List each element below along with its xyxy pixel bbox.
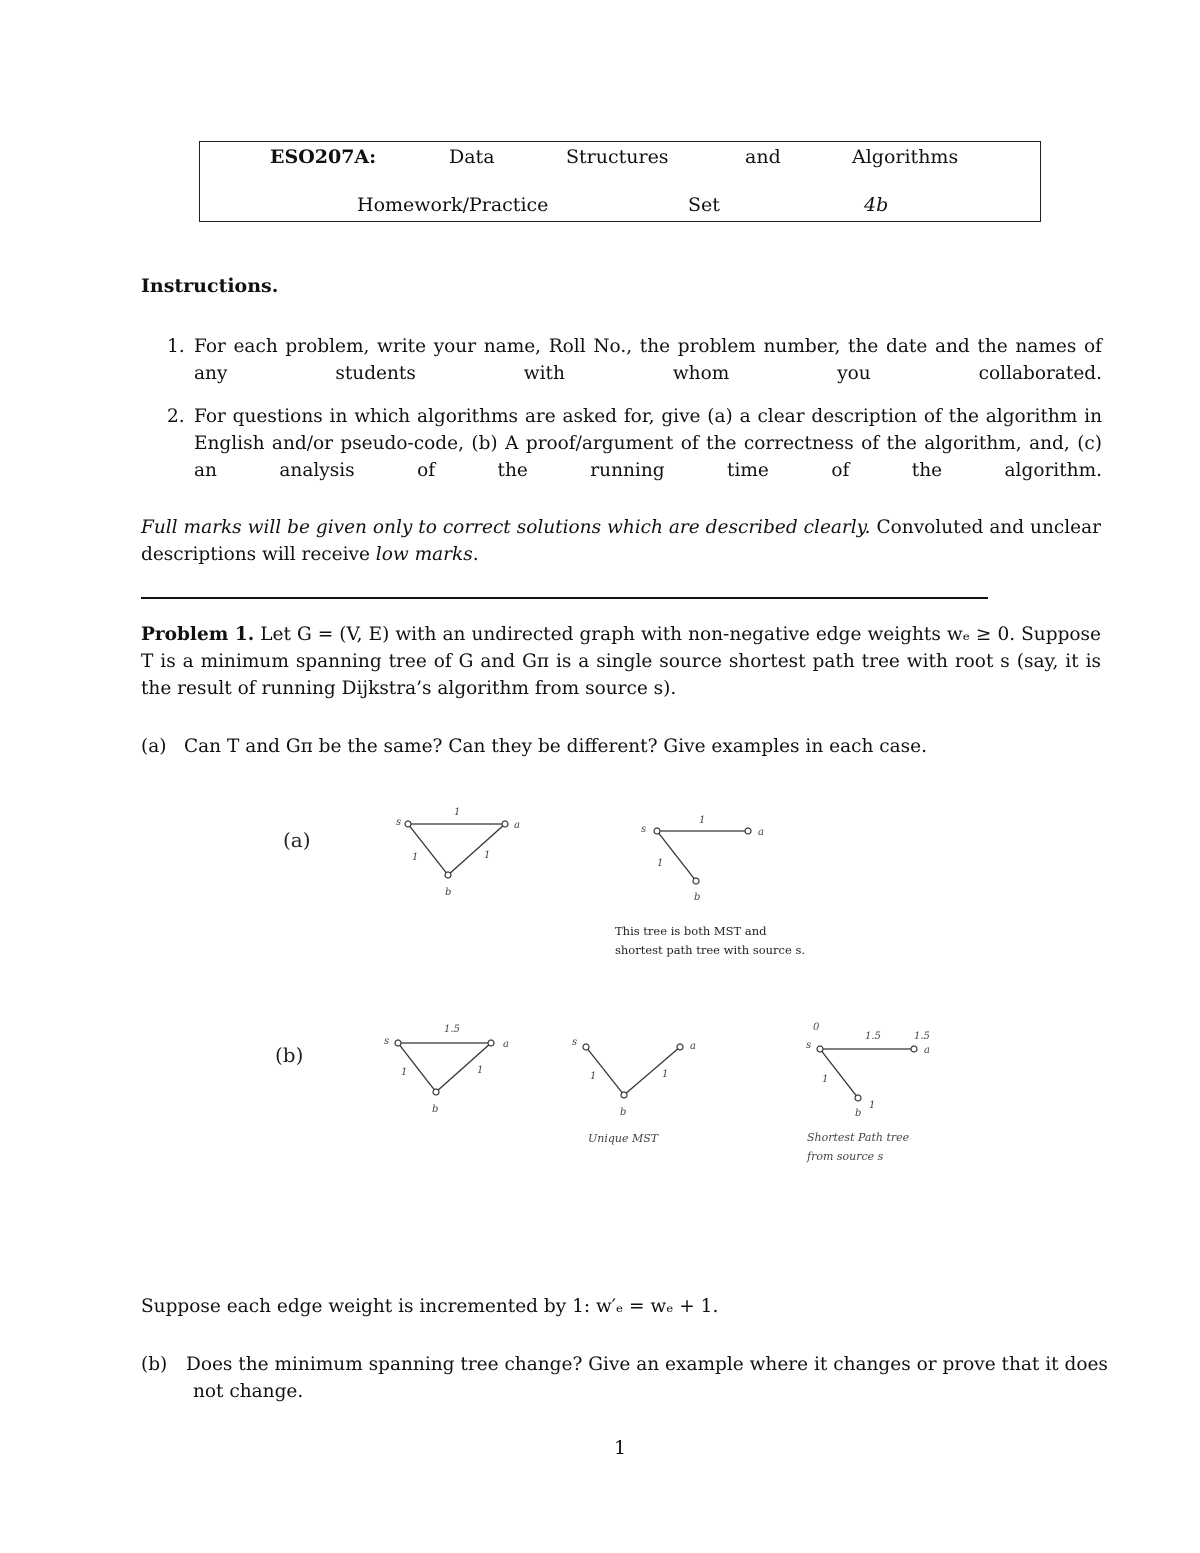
list-number: 1. <box>167 336 185 357</box>
node-label-s: s <box>572 1037 578 1048</box>
graph-b-shortest-path-tree <box>806 1022 930 1163</box>
graph-b-triangle <box>384 1024 509 1115</box>
caption-a-line2: shortest path tree with source s. <box>615 943 806 957</box>
node-b <box>621 1092 627 1098</box>
node-a <box>745 828 751 834</box>
problem-1-label: Problem 1. <box>141 624 255 645</box>
node-b <box>693 878 699 884</box>
node-a <box>677 1044 683 1050</box>
edge-weight: 1.5 <box>444 1024 460 1035</box>
edge-ab <box>448 824 505 875</box>
edge-weight: 1.5 <box>865 1031 881 1042</box>
page-number: 1 <box>614 1437 627 1459</box>
distance-label: 1.5 <box>914 1031 930 1042</box>
node-s <box>405 821 411 827</box>
node-label-s: s <box>384 1036 390 1047</box>
figure-label-b: (b) <box>275 1043 304 1067</box>
list-number: 2. <box>167 406 185 427</box>
part-b-line: Does the minimum spanning tree change? Give an example where it changes or prove that it does <box>186 1354 1108 1375</box>
edge-weight: 1 <box>657 858 664 869</box>
node-label-a: a <box>514 820 520 831</box>
node-s <box>817 1046 823 1052</box>
node-label-b: b <box>855 1108 862 1119</box>
header-set: Set <box>688 194 720 216</box>
grading-note-line2: descriptions will receive <box>141 544 376 565</box>
node-label-b: b <box>432 1104 439 1115</box>
graph-a-triangle <box>396 807 520 898</box>
instruction-line: an analysis of the running time of the algorithm. <box>194 460 1102 481</box>
caption-spt-line1: Shortest Path tree <box>807 1131 910 1144</box>
node-label-s: s <box>806 1040 812 1051</box>
node-a <box>911 1046 917 1052</box>
node-label-a: a <box>758 827 764 838</box>
part-a-question: Can T and Gπ be the same? Can they be different? Give examples in each case. <box>184 736 927 757</box>
problem-line: Let G = (V, E) with an undirected graph with non-negative edge weights wₑ ≥ 0. Suppose <box>254 624 1101 645</box>
edge-weight: 1 <box>699 815 706 826</box>
grading-note-period: . <box>472 544 479 565</box>
edge-weight: 1 <box>590 1071 597 1082</box>
node-b <box>445 872 451 878</box>
node-s <box>654 828 660 834</box>
edge-weight: 1 <box>401 1067 408 1078</box>
grading-note-rest: Convoluted and unclear <box>870 517 1101 538</box>
node-label-b: b <box>620 1107 627 1118</box>
header-word-structures: Structures <box>566 146 669 168</box>
edge-weight: 1 <box>662 1069 669 1080</box>
edge-sb <box>408 824 448 875</box>
grading-note-italic: Full marks will be given only to correct solutions which are described clearly. <box>141 517 871 538</box>
node-label-s: s <box>396 817 402 828</box>
edge-weight: 1 <box>484 850 491 861</box>
node-a <box>502 821 508 827</box>
node-label-b: b <box>445 887 452 898</box>
node-label-a: a <box>503 1039 509 1050</box>
edge-sb <box>657 831 696 881</box>
distance-label: 0 <box>813 1022 820 1033</box>
node-a <box>488 1040 494 1046</box>
instruction-line: any students with whom you collaborated. <box>194 363 1102 384</box>
edge-ab <box>624 1047 680 1095</box>
node-b <box>855 1095 861 1101</box>
edge-weight: 1 <box>822 1074 829 1085</box>
problem-line: T is a minimum spanning tree of G and Gπ is a single source shortest path tree with root s (say, it is <box>141 651 1101 672</box>
part-b-label: (b) <box>141 1354 168 1375</box>
node-label-a: a <box>924 1045 930 1056</box>
header-set-number: 4b <box>864 194 889 216</box>
distance-label: 1 <box>869 1100 876 1111</box>
problem-line: the result of running Dijkstra’s algorithm from source s). <box>141 678 677 699</box>
grading-note-low-marks: low marks <box>375 544 473 565</box>
figure-label-a: (a) <box>283 828 311 852</box>
part-a-label: (a) <box>141 736 167 757</box>
node-b <box>433 1089 439 1095</box>
edge-weight: 1 <box>412 852 419 863</box>
node-label-a: a <box>690 1041 696 1052</box>
instruction-line: For each problem, write your name, Roll No., the problem number, the date and the names of <box>194 336 1102 357</box>
node-label-b: b <box>694 892 701 903</box>
instruction-line: English and/or pseudo-code, (b) A proof/argument of the correctness of the algorithm, and, (c) <box>194 433 1102 454</box>
part-b-question <box>186 1351 1108 1405</box>
edge-weight: 1 <box>454 807 461 818</box>
caption-a-line1: This tree is both MST and <box>615 924 767 938</box>
header-word-data: Data <box>449 146 495 168</box>
course-code: ESO207A: <box>270 146 377 168</box>
node-s <box>583 1044 589 1050</box>
caption-unique-mst: Unique MST <box>588 1132 659 1145</box>
instructions-title: Instructions. <box>141 275 279 297</box>
graph-b-mst <box>572 1037 696 1145</box>
header-homework: Homework/Practice <box>357 194 549 216</box>
part-b-line: not change. <box>193 1381 304 1402</box>
edge-weight: 1 <box>477 1065 484 1076</box>
instruction-line: For questions in which algorithms are asked for, give (a) a clear description of the algorithm in <box>194 406 1102 427</box>
node-s <box>395 1040 401 1046</box>
header-word-and: and <box>745 146 781 168</box>
header-word-algorithms: Algorithms <box>852 146 959 168</box>
increment-statement: Suppose each edge weight is incremented by 1: w′ₑ = wₑ + 1. <box>141 1296 719 1317</box>
graph-a-tree <box>615 815 805 957</box>
caption-spt-line2: from source s <box>807 1150 884 1163</box>
node-label-s: s <box>641 824 647 835</box>
